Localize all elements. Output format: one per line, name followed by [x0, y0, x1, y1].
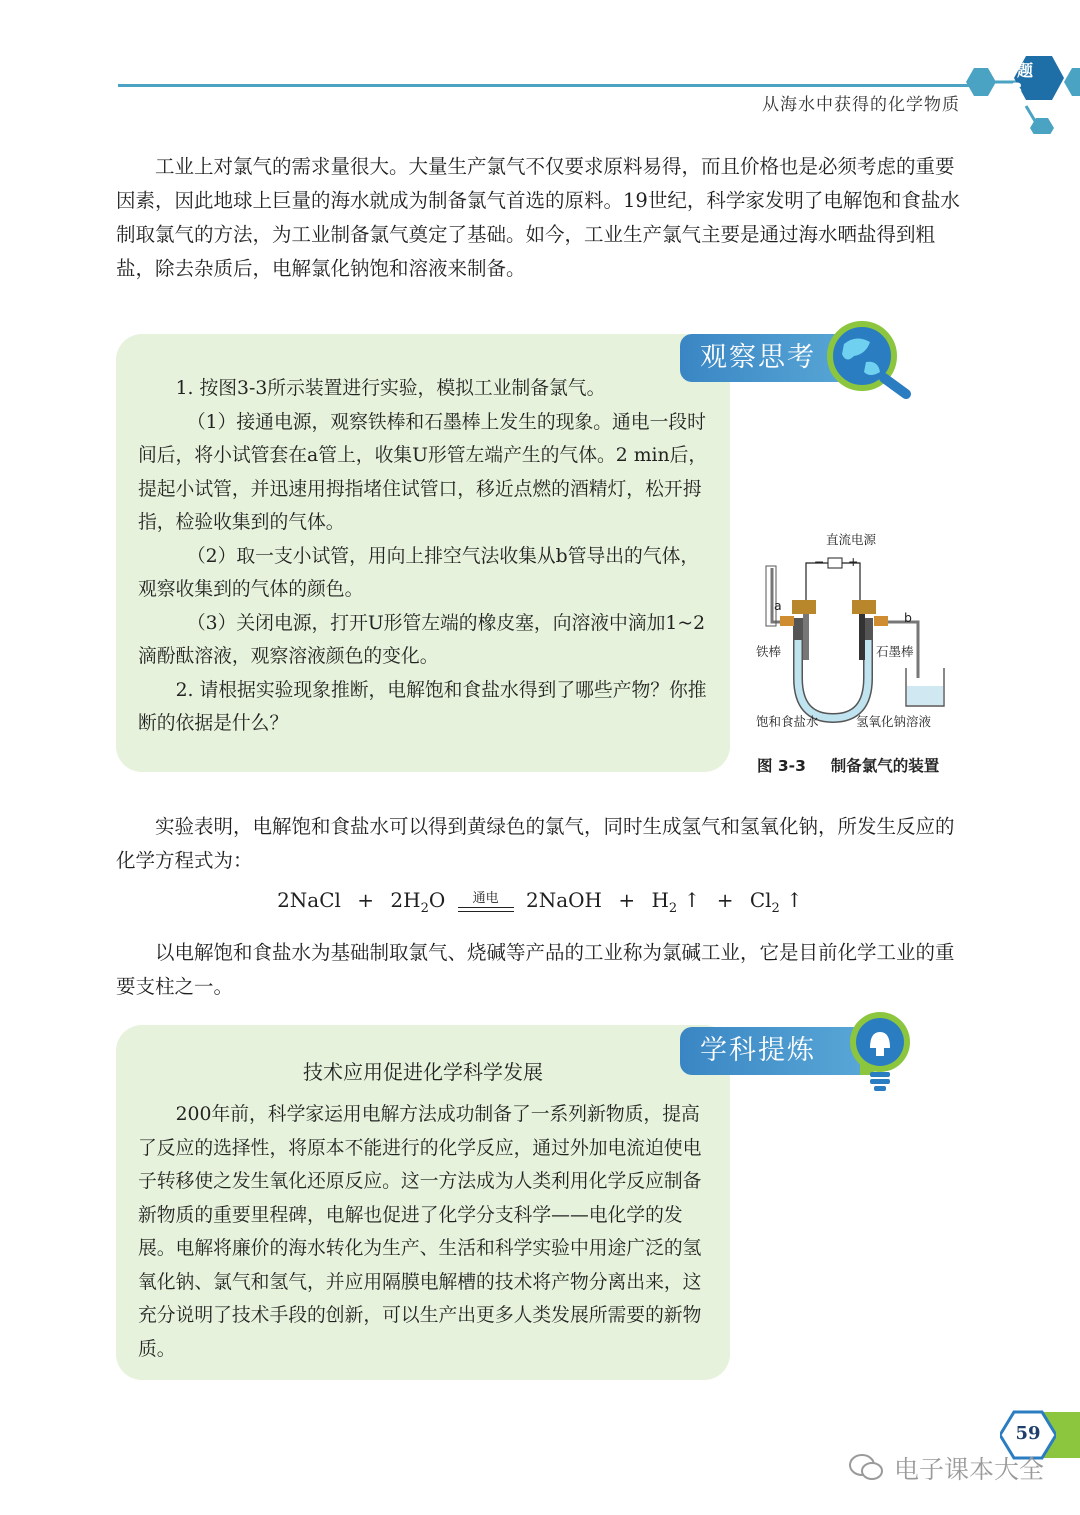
eq-cl2: $Cl_2$: [749, 888, 780, 916]
eq-naoh: 2NaOH: [525, 888, 602, 912]
wechat-icon: [848, 1452, 884, 1482]
header-rule: [118, 84, 978, 87]
eq-gas-arrow-2: ↑: [786, 888, 803, 912]
topic-label: 专题: [1000, 61, 1033, 80]
observe-item-1b: （2）取一支小试管，用向上排空气法收集从b管导出的气体，观察收集到的气体的颜色。: [138, 545, 700, 600]
intro-paragraph: 工业上对氯气的需求量很大。大量生产氯气不仅要求原料易得，而且价格也是必须考虑的重要因素，因此地球上巨量的海水就成为制备氯气首选的原料。19世纪，科学家发明了电解饱和食盐水制取氯气的方法，为工业制备氯气奠定了基础。如今，工业生产氯气主要是通过海水晒盐得到粗盐，除去杂质后，电解氯化钠饱和溶液来制备。: [116, 155, 960, 280]
observe-item-1: 1. 按图3-3所示装置进行实验，模拟工业制备氯气。: [175, 378, 606, 399]
refine-title: 技术应用促进化学科学发展: [303, 1060, 543, 1084]
figure-caption: [757, 754, 939, 776]
observe-item-2: 2. 请根据实验现象推断，电解饱和食盐水得到了哪些产物？你推断的依据是什么？: [138, 679, 707, 734]
eq-condition: [458, 892, 514, 912]
observe-item-1c: （3）关闭电源，打开U形管左端的橡皮塞，向溶液中滴加1~2滴酚酞溶液，观察溶液颜色的变化。: [138, 612, 706, 667]
result-paragraph: 实验表明，电解饱和食盐水可以得到黄绿色的氯气，同时生成氢气和氢氧化钠，所发生反应的化学方程式为：: [116, 815, 955, 872]
watermark-text: 电子课本大全: [893, 1455, 1044, 1484]
figure-caption-num: 图 3-3: [757, 757, 806, 775]
label-b: b: [904, 610, 912, 625]
label-minus: −: [814, 554, 825, 569]
observe-tag: 观察思考: [680, 334, 850, 382]
label-graphite: 石墨棒: [876, 644, 914, 659]
lightbulb-icon: [846, 1008, 916, 1094]
refine-content: [138, 1098, 710, 1366]
label-power: 直流电源: [826, 532, 877, 547]
chapter-title: 从海水中获得的化学物质: [762, 95, 960, 115]
topic-badge: [988, 62, 1046, 98]
figure-caption-text: 制备氯气的装置: [830, 757, 940, 775]
label-naoh: 氢氧化钠溶液: [856, 714, 932, 729]
label-iron: 铁棒: [756, 644, 782, 659]
observe-item-1a: （1）接通电源，观察铁棒和石墨棒上发生的现象。通电一段时间后，将小试管套在a管上，收集U形管左端产生的气体。2 min后，提起小试管，并迅速用拇指堵住试管口，移近点燃的酒精灯，松开拇指，检验收集到的气体。: [138, 411, 708, 533]
magnifier-globe-icon: [826, 320, 916, 400]
industry-paragraph: 以电解饱和食盐水为基础制取氯气、烧碱等产品的工业称为氯碱工业，它是目前化学工业的重要支柱之一。: [116, 941, 955, 998]
eq-plus-1: +: [357, 888, 375, 912]
refine-tag: 学科提炼: [680, 1027, 860, 1075]
chemical-equation: [0, 888, 1080, 916]
eq-plus-2: +: [618, 888, 636, 912]
label-a: a: [774, 598, 782, 613]
eq-plus-3: +: [716, 888, 734, 912]
label-brine: 饱和食盐水: [756, 714, 819, 729]
page-number: 59: [1015, 1423, 1041, 1444]
eq-h2: $H_2$: [651, 888, 678, 916]
electrolysis-apparatus-diagram: [748, 528, 948, 738]
eq-nacl: 2NaCl: [277, 888, 341, 912]
topic-number: 3: [1011, 79, 1023, 98]
observe-content: [138, 372, 710, 741]
eq-gas-arrow-1: ↑: [683, 888, 701, 912]
refine-body: 200年前，科学家运用电解方法成功制备了一系列新物质，提高了反应的选择性，将原本不能进行的化学反应，通过外加电流迫使电子转移使之发生氧化还原反应。这一方法成为人类利用化学反应制备新物质的重要里程碑，电解也促进了化学分支科学——电化学的发展。电解将廉价的海水转化为生产、生活和科学实验中用途广泛的氢氧化钠、氯气和氢气，并应用隔膜电解槽的技术将产物分离出来，这充分说明了技术手段的创新，可以生产出更多人类发展所需要的新物质。: [138, 1104, 702, 1360]
label-plus: +: [848, 554, 859, 569]
eq-h2o: $2H_2O$: [390, 888, 446, 916]
eq-condition-text: 通电: [472, 890, 499, 906]
